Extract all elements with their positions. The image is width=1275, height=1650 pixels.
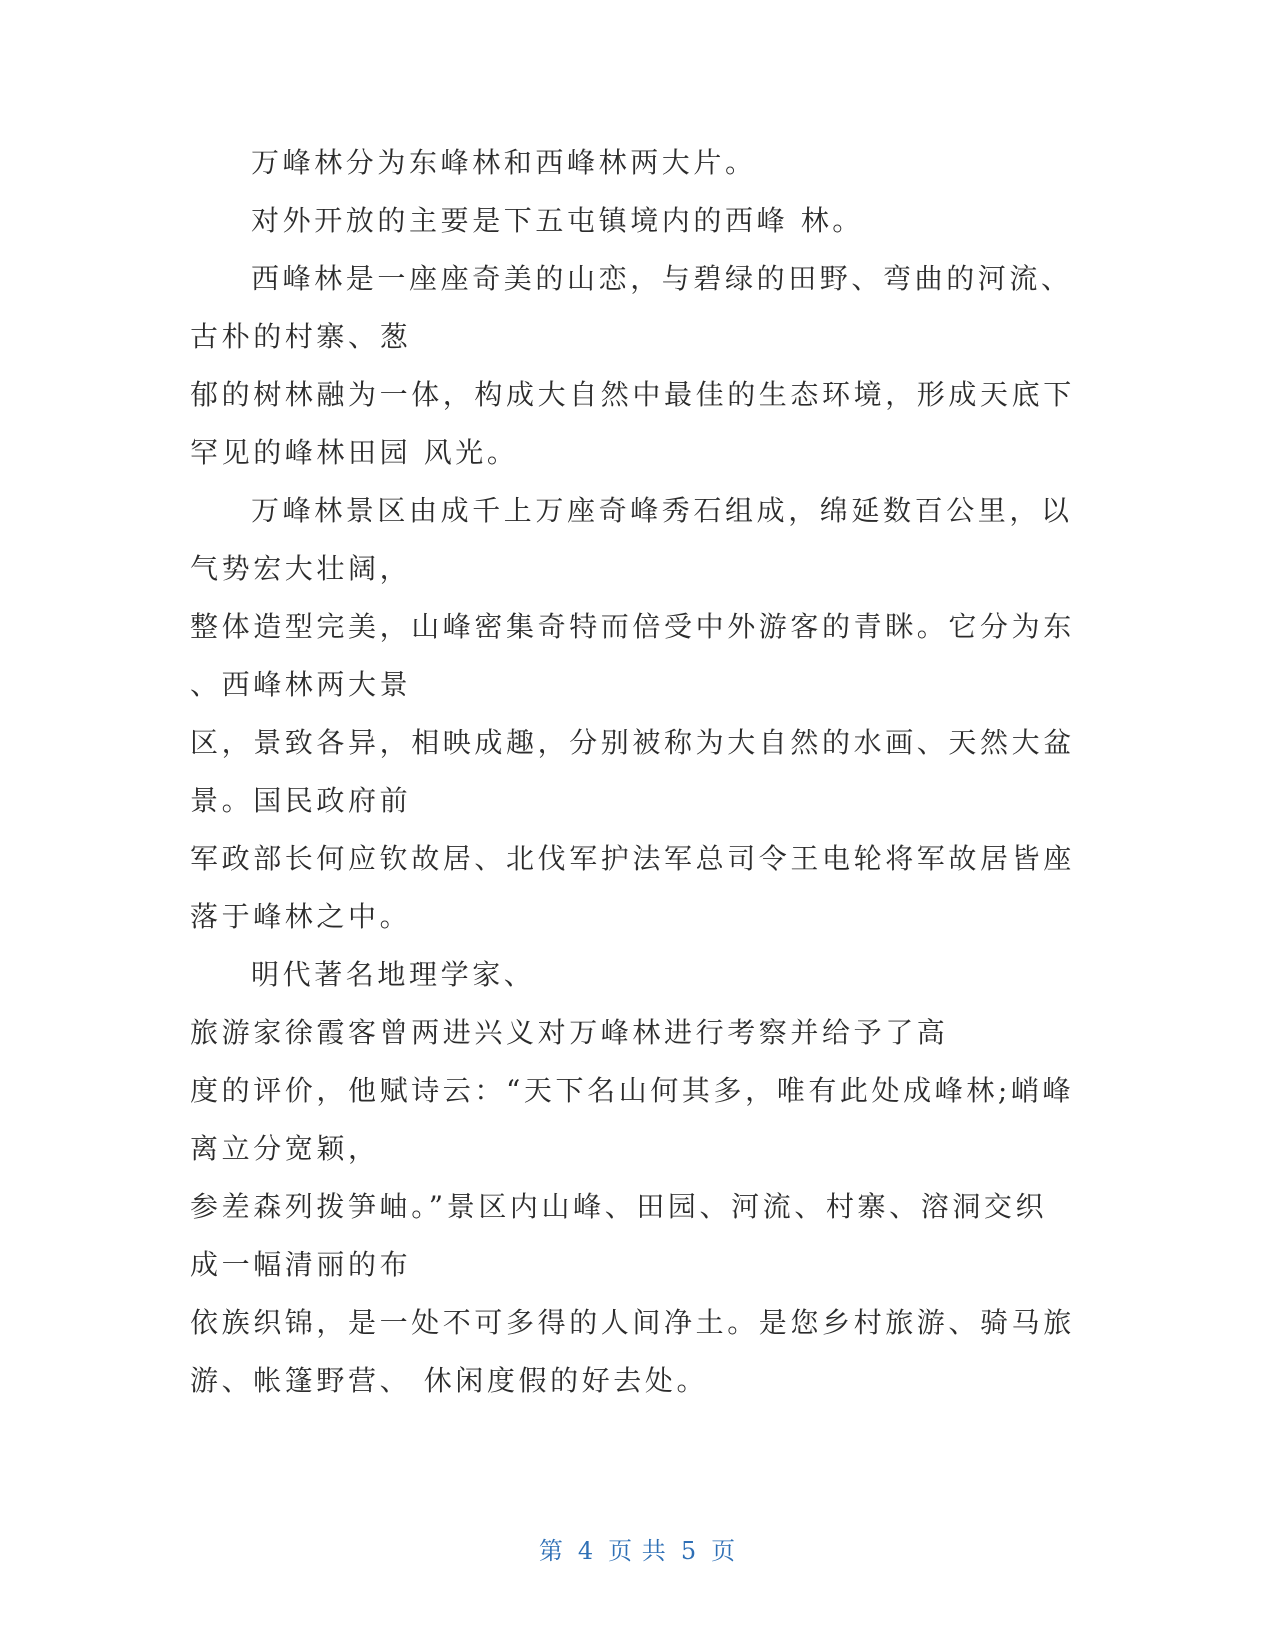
text-line: 军政部长何应钦故居、北伐军护法军总司令王电轮将军故居皆座 [190, 842, 1075, 875]
text-line: 参差森列拨笋岫。”景区内山峰、田园、河流、村寨、溶洞交织 [190, 1190, 1048, 1223]
text-line: 成一幅清丽的布 [190, 1248, 412, 1281]
text-line: 万峰林分为东峰林和西峰林两大片。 [251, 146, 757, 179]
text-line: 罕见的峰林田园 风光。 [190, 436, 519, 469]
footer-prefix: 第 [538, 1537, 564, 1565]
total-pages-number: 5 [680, 1537, 698, 1565]
text-line: 郁的树林融为一体，构成大自然中最佳的生态环境，形成天底下 [190, 378, 1075, 411]
text-line: 整体造型完美，山峰密集奇特而倍受中外游客的青眯。它分为东 [190, 610, 1075, 643]
text-line: 西峰林是一座座奇美的山恋，与碧绿的田野、弯曲的河流、 [251, 262, 1073, 295]
text-line: 落于峰林之中。 [190, 900, 412, 933]
footer-middle: 页 共 [608, 1537, 667, 1565]
text-line: 明代著名地理学家、 [251, 958, 536, 991]
text-line: 万峰林景区由成千上万座奇峰秀石组成，绵延数百公里，以 [251, 494, 1073, 527]
text-line: 旅游家徐霞客曾两进兴义对万峰林进行考察并给予了高 [190, 1016, 949, 1049]
text-line: 依族织锦，是一处不可多得的人间净土。是您乡村旅游、骑马旅 [190, 1306, 1075, 1339]
text-line: 游、帐篷野营、 休闲度假的好去处。 [190, 1364, 709, 1397]
text-line: 对外开放的主要是下五屯镇境内的西峰 林。 [251, 204, 864, 237]
text-line: 古朴的村寨、葱 [190, 320, 412, 353]
text-line: 度的评价，他赋诗云：“天下名山何其多，唯有此处成峰林;峭峰 [190, 1074, 1075, 1107]
text-line: 、西峰林两大景 [190, 668, 412, 701]
text-line: 气势宏大壮阔， [190, 552, 412, 585]
current-page-number: 4 [577, 1537, 595, 1565]
text-line: 区，景致各异，相映成趣，分别被称为大自然的水画、天然大盆 [190, 726, 1075, 759]
footer-suffix: 页 [711, 1537, 737, 1565]
text-line: 景。国民政府前 [190, 784, 412, 817]
text-line: 离立分宽颖， [190, 1132, 380, 1165]
page-footer [0, 1536, 1275, 1566]
